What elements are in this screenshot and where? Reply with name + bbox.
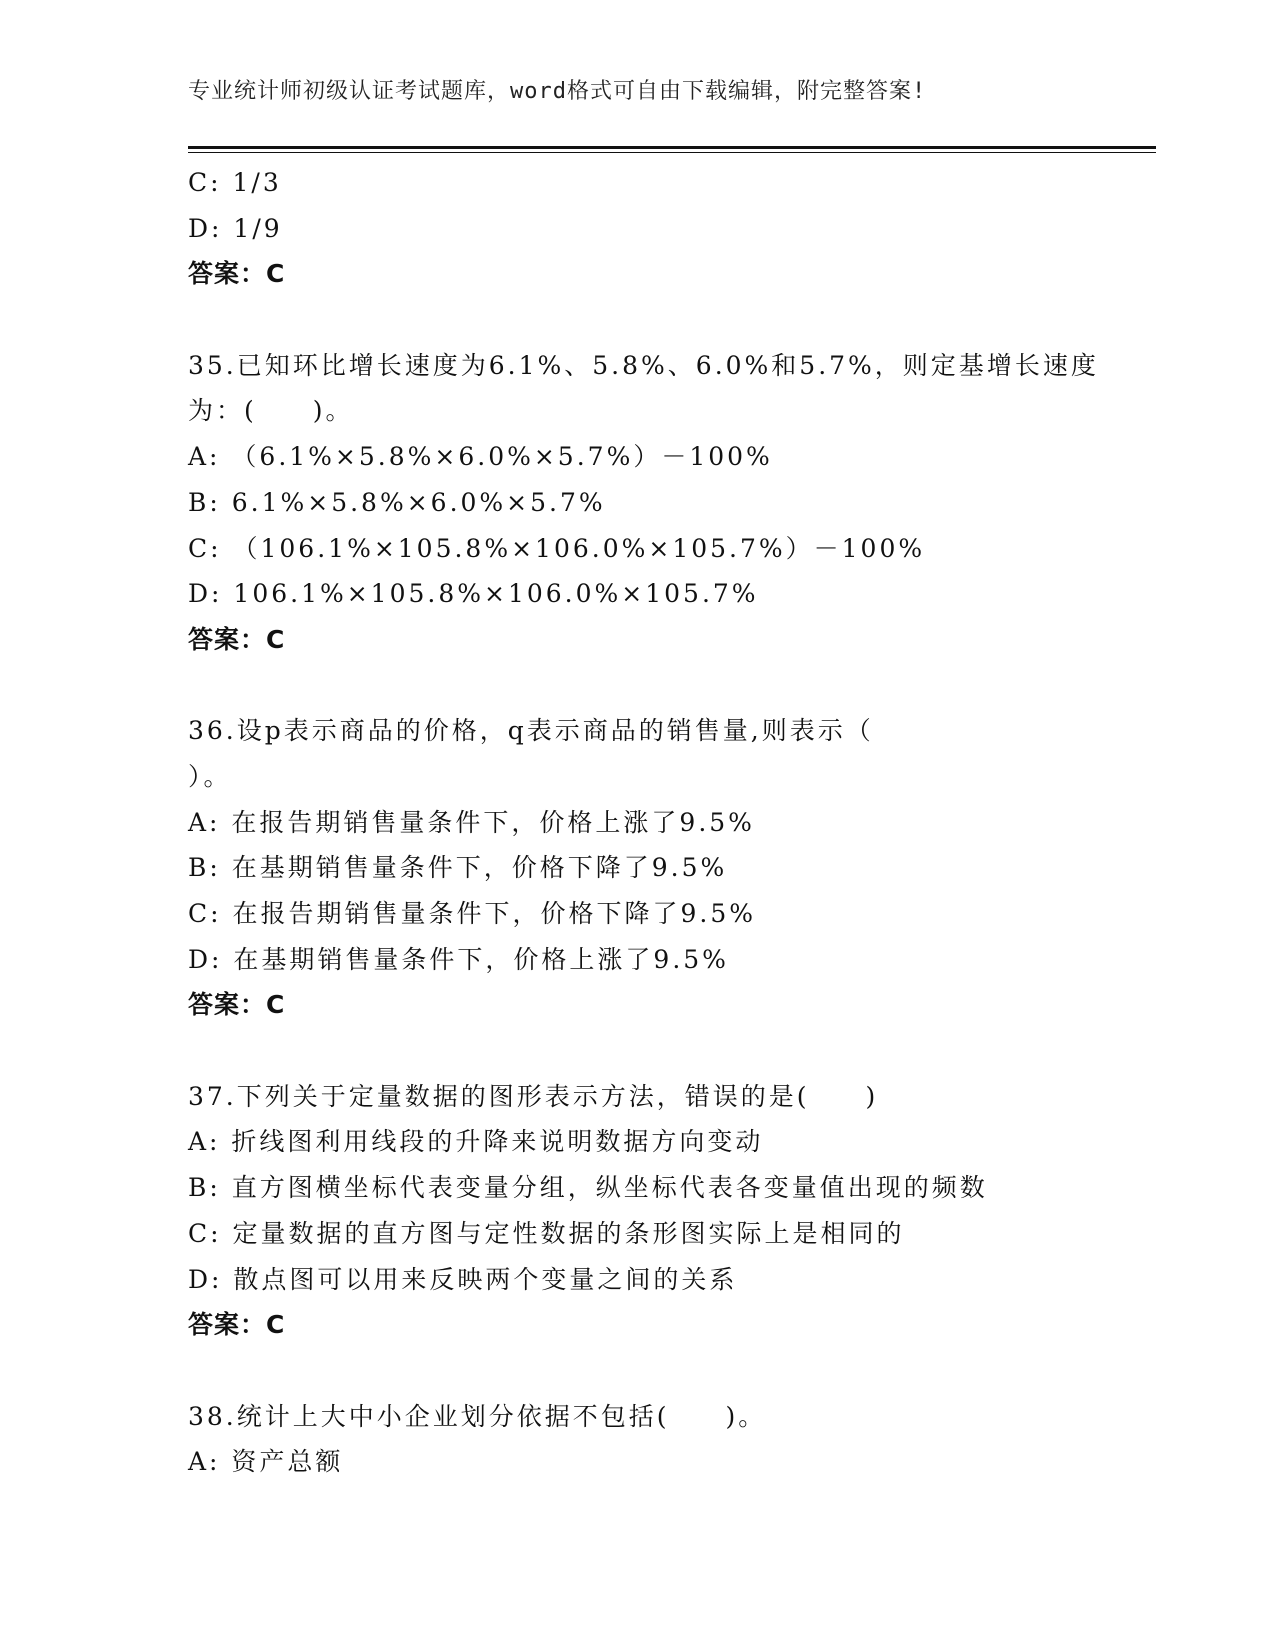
header-rule-thin bbox=[188, 152, 1156, 153]
option-a: A: 资产总额 bbox=[188, 1447, 344, 1477]
option-d: D: 1/9 bbox=[188, 213, 283, 243]
answer-text: 答案：C bbox=[188, 1310, 286, 1340]
option-c: C: 在报告期销售量条件下，价格下降了9.5% bbox=[188, 899, 757, 928]
document-header: 专业统计师初级认证考试题库，word格式可自由下载编辑，附完整答案! bbox=[188, 79, 927, 104]
question-stem: 36.设p表示商品的价格，q表示商品的销售量,则表示（ bbox=[188, 716, 874, 746]
option-b: B: 直方图横坐标代表变量分组，纵坐标代表各变量值出现的频数 bbox=[188, 1173, 988, 1203]
option-a: A: （6.1%×5.8%×6.0%×5.7%）－100% bbox=[188, 442, 773, 472]
option-c: C: （106.1%×105.8%×106.0%×105.7%）－100% bbox=[188, 533, 926, 563]
option-d: D: 在基期销售量条件下，价格上涨了9.5% bbox=[188, 944, 729, 974]
option-b: B: 6.1%×5.8%×6.0%×5.7% bbox=[188, 487, 606, 517]
option-a: A: 在报告期销售量条件下，价格上涨了9.5% bbox=[188, 807, 755, 837]
question-stem-continued: 为：( )。 bbox=[188, 396, 354, 426]
option-d: D: 散点图可以用来反映两个变量之间的关系 bbox=[188, 1264, 738, 1294]
question-stem: 35.已知环比增长速度为6.1%、5.8%、6.0%和5.7%，则定基增长速度 bbox=[188, 350, 1099, 380]
answer-text: 答案：C bbox=[188, 624, 286, 654]
option-a: A: 折线图利用线段的升降来说明数据方向变动 bbox=[188, 1127, 764, 1157]
answer-text: 答案：C bbox=[188, 259, 286, 289]
question-stem: 38.统计上大中小企业划分依据不包括( )。 bbox=[188, 1401, 767, 1431]
question-stem: 37.下列关于定量数据的图形表示方法，错误的是( ) bbox=[188, 1081, 879, 1111]
option-d: D: 106.1%×105.8%×106.0%×105.7% bbox=[188, 579, 759, 609]
question-content bbox=[188, 160, 1099, 1485]
question-stem-continued: ）。 bbox=[188, 761, 232, 791]
header-rule-thick bbox=[188, 146, 1156, 149]
option-b: B: 在基期销售量条件下，价格下降了9.5% bbox=[188, 853, 728, 883]
option-c: C: 定量数据的直方图与定性数据的条形图实际上是相同的 bbox=[188, 1218, 905, 1248]
option-c: C: 1/3 bbox=[188, 168, 282, 197]
answer-text: 答案：C bbox=[188, 990, 286, 1020]
